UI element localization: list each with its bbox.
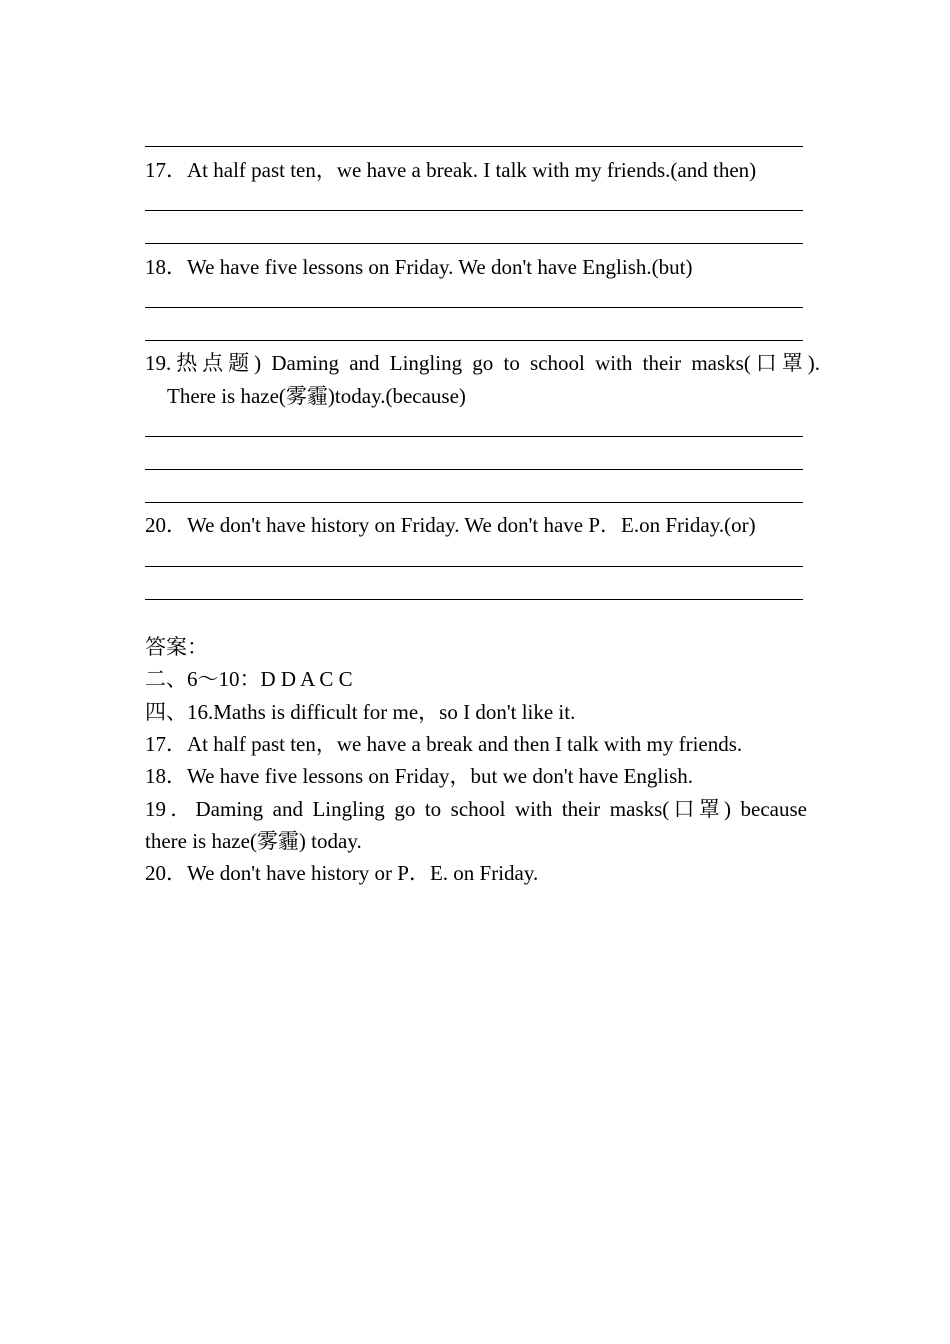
answer-20: 20．We don't have history or P．E. on Friday. [145,861,539,885]
answer-line [145,146,803,147]
question-number: 17． [145,158,187,182]
question-19-line-2: There is haze(雾霾)today.(because) [167,384,466,408]
question-text: We have five lessons on Friday. We don't have English.(but) [187,255,693,279]
answer-line [145,307,803,308]
answer-section-2: 二、6～10：D D A C C [145,667,353,691]
answer-line [145,599,803,600]
question-number: 18． [145,255,187,279]
answer-17: 17．At half past ten，we have a break and then I talk with my friends. [145,732,743,756]
question-17 [145,157,756,183]
answer-19-line-1: 19．Daming and Lingling go to school with their masks(口罩) because [145,797,807,821]
answer-18: 18．We have five lessons on Friday，but we don't have English. [145,764,693,788]
answer-line [145,340,803,341]
question-18 [145,254,692,280]
question-20 [145,512,756,538]
answer-line [145,469,803,470]
question-text: At half past ten，we have a break. I talk with my friends.(and then) [187,158,757,182]
answer-19-line-2: there is haze(雾霾) today. [145,829,362,853]
answers-heading: 答案： [145,635,208,659]
answer-line [145,566,803,567]
answer-line [145,436,803,437]
answer-section-4: 四、16.Maths is difficult for me，so I don't like it. [145,700,576,724]
question-text: We don't have history on Friday. We don't have P．E.on Friday.(or) [187,513,756,537]
question-number: 20． [145,513,187,537]
question-19-line-1: 19.热点题) Daming and Lingling go to school with their masks(口罩). [145,351,820,375]
answer-line [145,502,803,503]
answer-line [145,210,803,211]
answer-line [145,243,803,244]
